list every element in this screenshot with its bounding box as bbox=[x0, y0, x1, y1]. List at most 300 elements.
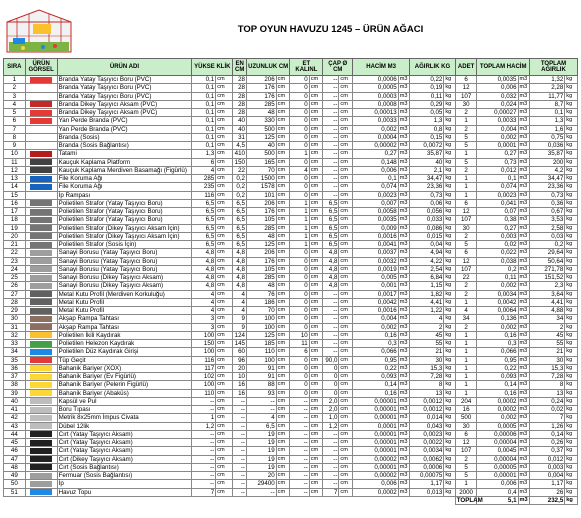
cell-hac: 0,00001 bbox=[353, 447, 399, 455]
unit-yuk: cm bbox=[216, 439, 233, 447]
cell-name: Metal Kutu Profil bbox=[57, 298, 192, 306]
unit-th: m3 bbox=[518, 472, 529, 480]
cell-adet: 1 bbox=[455, 356, 477, 364]
product-thumbnail bbox=[25, 274, 57, 282]
unit-ag: kg bbox=[444, 463, 455, 471]
unit-hac: m3 bbox=[398, 208, 409, 216]
cell-et: 0 bbox=[290, 76, 309, 84]
cell-yuk: -- bbox=[192, 397, 216, 405]
unit-ta: kg bbox=[565, 323, 578, 331]
cell-adet: 1 bbox=[455, 331, 477, 339]
cell-adet: 30 bbox=[455, 100, 477, 108]
cell-name: Kauçuk Kaplama Merdiven Basamağı (Figürlü) bbox=[57, 166, 192, 174]
unit-ta: kg bbox=[565, 274, 578, 282]
product-thumbnail bbox=[25, 166, 57, 174]
unit-ag: kg bbox=[444, 183, 455, 191]
cell-cap: -- bbox=[323, 142, 339, 150]
unit-ta: kg bbox=[565, 422, 578, 430]
table-row bbox=[4, 430, 578, 438]
cell-ta: 34 bbox=[529, 315, 564, 323]
product-thumbnail bbox=[25, 298, 57, 306]
unit-uz: cm bbox=[276, 439, 290, 447]
unit-th: m3 bbox=[518, 282, 529, 290]
cell-hac: 0,00001 bbox=[353, 439, 399, 447]
unit-ta: kg bbox=[565, 430, 578, 438]
unit-hac: m3 bbox=[398, 422, 409, 430]
cell-en: -- bbox=[233, 472, 247, 480]
cell-ta: 3,53 bbox=[529, 216, 564, 224]
product-image bbox=[30, 423, 52, 429]
cell-yuk: -- bbox=[192, 463, 216, 471]
cell-yuk: -- bbox=[192, 472, 216, 480]
cell-ta: 0,036 bbox=[529, 142, 564, 150]
product-thumbnail bbox=[25, 232, 57, 240]
cell-cap: -- bbox=[323, 340, 339, 348]
product-thumbnail bbox=[25, 290, 57, 298]
unit-th: m3 bbox=[518, 430, 529, 438]
cell-uz: 19 bbox=[247, 430, 277, 438]
cell-et: -- bbox=[290, 414, 309, 422]
cell-cap: -- bbox=[323, 480, 339, 488]
cell-name: Cırt (Sosis Bağlantısı) bbox=[57, 463, 192, 471]
cell-sira: 22 bbox=[4, 249, 26, 257]
cell-uz: 1500 bbox=[247, 175, 277, 183]
unit-cap: cm bbox=[339, 232, 353, 240]
table-row bbox=[4, 100, 578, 108]
unit-et: cm bbox=[309, 249, 323, 257]
product-image bbox=[30, 456, 52, 462]
unit-yuk: cm bbox=[216, 92, 233, 100]
cell-yuk: 110 bbox=[192, 389, 216, 397]
cell-sira: 27 bbox=[4, 290, 26, 298]
cell-name: Dübel 12lik bbox=[57, 422, 192, 430]
unit-uz: cm bbox=[276, 282, 290, 290]
unit-hac: m3 bbox=[398, 323, 409, 331]
unit-ta: kg bbox=[565, 150, 578, 158]
col-header-gorsel: ÜRÜN GÖRSEL bbox=[25, 59, 57, 76]
cell-name: Cırt (Yatay Taşıyıcı Aksam) bbox=[57, 447, 192, 455]
cell-et: -- bbox=[290, 472, 309, 480]
table-row bbox=[4, 282, 578, 290]
cell-en: -- bbox=[233, 397, 247, 405]
unit-ag: kg bbox=[444, 381, 455, 389]
cell-adet: 1 bbox=[455, 175, 477, 183]
cell-name: Polietilen Strafor (Yatay Taşıyıcı Boru) bbox=[57, 208, 192, 216]
cell-th: 0,0035 bbox=[477, 76, 518, 84]
cell-sira: 42 bbox=[4, 414, 26, 422]
unit-hac: m3 bbox=[398, 142, 409, 150]
cell-cap: -- bbox=[323, 307, 339, 315]
product-image bbox=[30, 448, 52, 454]
total-spacer bbox=[4, 496, 456, 504]
unit-ag: kg bbox=[444, 100, 455, 108]
cell-ta: 1,3 bbox=[529, 117, 564, 125]
cell-ag: 0,0012 bbox=[410, 406, 444, 414]
unit-th: m3 bbox=[518, 232, 529, 240]
cell-sira: 46 bbox=[4, 447, 26, 455]
cell-sira: 24 bbox=[4, 265, 26, 273]
cell-uz: 93 bbox=[247, 389, 277, 397]
product-image bbox=[30, 209, 52, 215]
unit-et: cm bbox=[309, 298, 323, 306]
unit-th: m3 bbox=[518, 166, 529, 174]
cell-ag: 0,06 bbox=[410, 199, 444, 207]
cell-uz: 91 bbox=[247, 373, 277, 381]
product-image bbox=[30, 291, 52, 297]
unit-et: cm bbox=[309, 348, 323, 356]
cell-th: 0,00006 bbox=[477, 430, 518, 438]
cell-ta: 0,02 bbox=[529, 406, 564, 414]
unit-th: m3 bbox=[518, 100, 529, 108]
unit-yuk: cm bbox=[216, 265, 233, 273]
product-thumbnail bbox=[25, 397, 57, 405]
cell-uz: 76 bbox=[247, 290, 277, 298]
cell-cap: 0 bbox=[323, 381, 339, 389]
product-image bbox=[30, 283, 52, 289]
cell-ta: 200 bbox=[529, 158, 564, 166]
cell-sira: 38 bbox=[4, 381, 26, 389]
cell-adet: 1 bbox=[455, 381, 477, 389]
unit-th: m3 bbox=[518, 125, 529, 133]
unit-uz: cm bbox=[276, 348, 290, 356]
cell-name: Sanayi Borusu (Dikey Taşıyıcı Aksam) bbox=[57, 274, 192, 282]
unit-yuk: cm bbox=[216, 315, 233, 323]
col-header-toplam-hacim: TOPLAM HACİM bbox=[477, 59, 529, 76]
cell-name: Polietilen Strafor (Yatay Taşıyıcı Boru) bbox=[57, 216, 192, 224]
cell-name: Bahanik Bariyer (Ev Figürlü) bbox=[57, 373, 192, 381]
unit-ag: kg bbox=[444, 488, 455, 496]
unit-ag: kg bbox=[444, 249, 455, 257]
unit-cap: cm bbox=[339, 422, 353, 430]
cell-ag: 30 bbox=[410, 356, 444, 364]
cell-ag: 6,84 bbox=[410, 274, 444, 282]
unit-et: cm bbox=[309, 480, 323, 488]
product-image bbox=[30, 308, 52, 314]
unit-ta: kg bbox=[565, 191, 578, 199]
unit-cap: cm bbox=[339, 183, 353, 191]
unit-et: cm bbox=[309, 422, 323, 430]
cell-et: -- bbox=[290, 488, 309, 496]
unit-cap: cm bbox=[339, 488, 353, 496]
cell-sira: 16 bbox=[4, 199, 26, 207]
cell-ag: 1,3 bbox=[410, 117, 444, 125]
cell-uz: 4 bbox=[247, 414, 277, 422]
cell-uz: 206 bbox=[247, 249, 277, 257]
cell-uz: 6,5 bbox=[247, 422, 277, 430]
cell-yuk: 4,8 bbox=[192, 257, 216, 265]
cell-adet: 1 bbox=[455, 480, 477, 488]
unit-uz: cm bbox=[276, 340, 290, 348]
unit-yuk: cm bbox=[216, 389, 233, 397]
table-row bbox=[4, 406, 578, 414]
cell-name: Metrik 8x25mm İmpus Civata bbox=[57, 414, 192, 422]
cell-name: Branda Yatay Taşıyıcı Boru (PVC) bbox=[57, 76, 192, 84]
cell-sira: 48 bbox=[4, 463, 26, 471]
cell-hac: 0,00001 bbox=[353, 430, 399, 438]
unit-th: m3 bbox=[518, 348, 529, 356]
table-row bbox=[4, 290, 578, 298]
unit-ag: kg bbox=[444, 307, 455, 315]
cell-ta: 0,37 bbox=[529, 447, 564, 455]
cell-hac: 0,007 bbox=[353, 199, 399, 207]
cell-ta: 35,87 bbox=[529, 150, 564, 158]
unit-cap: cm bbox=[339, 298, 353, 306]
cell-th: 0,022 bbox=[477, 249, 518, 257]
cell-th: 0,002 bbox=[477, 414, 518, 422]
unit-ag: kg bbox=[444, 117, 455, 125]
cell-en: -- bbox=[233, 488, 247, 496]
cell-ta: 0,012 bbox=[529, 455, 564, 463]
cell-ta: 0,03 bbox=[529, 232, 564, 240]
product-image bbox=[30, 184, 52, 190]
cell-en: -- bbox=[233, 406, 247, 414]
cell-hac: 0,16 bbox=[353, 331, 399, 339]
unit-th: m3 bbox=[518, 340, 529, 348]
product-thumbnail bbox=[25, 142, 57, 150]
cell-cap: 0 bbox=[323, 373, 339, 381]
table-row bbox=[4, 158, 578, 166]
cell-ag: 1,17 bbox=[410, 480, 444, 488]
cell-ta: 0,26 bbox=[529, 439, 564, 447]
unit-uz: cm bbox=[276, 298, 290, 306]
unit-hac: m3 bbox=[398, 92, 409, 100]
cell-sira: 43 bbox=[4, 422, 26, 430]
cell-sira: 6 bbox=[4, 117, 26, 125]
cell-hac: 0,0023 bbox=[353, 191, 399, 199]
product-image bbox=[30, 233, 52, 239]
cell-et: 0 bbox=[290, 282, 309, 290]
cell-ag: 0,0072 bbox=[410, 142, 444, 150]
cell-ta: 15,3 bbox=[529, 364, 564, 372]
product-image bbox=[30, 176, 52, 182]
unit-ag: kg bbox=[444, 274, 455, 282]
unit-uz: cm bbox=[276, 463, 290, 471]
cell-th: 0,041 bbox=[477, 199, 518, 207]
cell-hac: 0,002 bbox=[353, 323, 399, 331]
cell-hac: 0,00001 bbox=[353, 463, 399, 471]
cell-name: Branda Yatay Taşıyıcı Boru (PVC) bbox=[57, 84, 192, 92]
unit-th: m3 bbox=[518, 133, 529, 141]
cell-th: 0,012 bbox=[477, 166, 518, 174]
cell-sira: 15 bbox=[4, 191, 26, 199]
cell-cap: 7 bbox=[323, 488, 339, 496]
unit-et: cm bbox=[309, 472, 323, 480]
cell-et: 4 bbox=[290, 166, 309, 174]
unit-ag: kg bbox=[444, 208, 455, 216]
cell-adet: 2000 bbox=[455, 488, 477, 496]
cell-sira: 23 bbox=[4, 257, 26, 265]
unit-et: cm bbox=[309, 84, 323, 92]
unit-hac: m3 bbox=[398, 439, 409, 447]
cell-sira: 1 bbox=[4, 76, 26, 84]
cell-th: 0,0064 bbox=[477, 307, 518, 315]
unit-ta: kg bbox=[565, 463, 578, 471]
unit-uz: cm bbox=[276, 414, 290, 422]
unit-hac: m3 bbox=[398, 216, 409, 224]
unit-ag: kg bbox=[444, 472, 455, 480]
product-thumbnail bbox=[25, 315, 57, 323]
unit-yuk: cm bbox=[216, 84, 233, 92]
unit-hac: m3 bbox=[398, 414, 409, 422]
cell-name: Sanayi Borusu (Dikey Taşıyıcı Aksam) bbox=[57, 282, 192, 290]
cell-cap: 4,8 bbox=[323, 257, 339, 265]
cell-en: 0,2 bbox=[233, 175, 247, 183]
cell-ta: 13 bbox=[529, 389, 564, 397]
unit-hac: m3 bbox=[398, 389, 409, 397]
unit-yuk: cm bbox=[216, 290, 233, 298]
cell-et: 0 bbox=[290, 133, 309, 141]
cell-ta: 0,003 bbox=[529, 463, 564, 471]
product-image bbox=[30, 266, 52, 272]
unit-ta: kg bbox=[565, 142, 578, 150]
cell-name: Cırt (Dikey Taşıyıcı Aksam) bbox=[57, 455, 192, 463]
cell-name: Polietilen İkili Kaydırak bbox=[57, 331, 192, 339]
col-header-adet: ADET bbox=[455, 59, 477, 76]
cell-adet: 2 bbox=[455, 166, 477, 174]
cell-hac: 0,00001 bbox=[353, 406, 399, 414]
col-header-en: EN CM bbox=[233, 59, 247, 76]
cell-hac: 0,0019 bbox=[353, 265, 399, 273]
table-row bbox=[4, 397, 578, 405]
cell-yuk: 1 bbox=[192, 414, 216, 422]
cell-cap: 1,2 bbox=[323, 422, 339, 430]
unit-th: m3 bbox=[518, 447, 529, 455]
cell-yuk: 116 bbox=[192, 191, 216, 199]
cell-hac: 0,0017 bbox=[353, 290, 399, 298]
cell-cap: -- bbox=[323, 472, 339, 480]
unit-uz: cm bbox=[276, 92, 290, 100]
cell-yuk: 4 bbox=[192, 290, 216, 298]
cell-et: 1 bbox=[290, 216, 309, 224]
cell-ag: 35,87 bbox=[410, 150, 444, 158]
cell-name: Branda Yatay Taşıyıcı Boru (PVC) bbox=[57, 92, 192, 100]
unit-cap: cm bbox=[339, 430, 353, 438]
cell-ag: 4,22 bbox=[410, 257, 444, 265]
cell-name: Bahanik Bariyer (Abaküs) bbox=[57, 389, 192, 397]
unit-et: cm bbox=[309, 109, 323, 117]
cell-sira: 11 bbox=[4, 158, 26, 166]
total-hacim-unit: m3 bbox=[519, 496, 528, 503]
unit-th: m3 bbox=[518, 224, 529, 232]
table-row bbox=[4, 76, 578, 84]
cell-uz: -- bbox=[247, 397, 277, 405]
unit-ag: kg bbox=[444, 447, 455, 455]
cell-ag: 0,043 bbox=[410, 422, 444, 430]
unit-cap: cm bbox=[339, 191, 353, 199]
unit-uz: cm bbox=[276, 241, 290, 249]
cell-hac: 0,00001 bbox=[353, 414, 399, 422]
cell-ta: 151,52 bbox=[529, 274, 564, 282]
unit-cap: cm bbox=[339, 480, 353, 488]
cell-ta: 3,64 bbox=[529, 290, 564, 298]
unit-ta: kg bbox=[565, 447, 578, 455]
product-thumbnail bbox=[25, 175, 57, 183]
cell-ta: 23,36 bbox=[529, 183, 564, 191]
unit-ta: kg bbox=[565, 381, 578, 389]
cell-name: Boru Tıpası bbox=[57, 406, 192, 414]
cell-hac: 0,006 bbox=[353, 480, 399, 488]
cell-sira: 5 bbox=[4, 109, 26, 117]
cell-et: 0 bbox=[290, 175, 309, 183]
cell-en: 22 bbox=[233, 166, 247, 174]
cell-cap: 2,0 bbox=[323, 406, 339, 414]
product-image bbox=[30, 110, 52, 116]
product-image bbox=[30, 258, 52, 264]
unit-hac: m3 bbox=[398, 340, 409, 348]
product-thumbnail bbox=[25, 389, 57, 397]
col-header-toplam-agirlik: TOPLAM AĞIRLIK bbox=[529, 59, 577, 76]
unit-ta: kg bbox=[565, 175, 578, 183]
cell-th: 0,02 bbox=[477, 241, 518, 249]
cell-en: 124 bbox=[234, 331, 245, 339]
cell-hac: 0,0037 bbox=[353, 249, 399, 257]
unit-th: m3 bbox=[518, 183, 529, 191]
cell-en: 28 bbox=[233, 84, 247, 92]
cell-adet: 500 bbox=[455, 414, 477, 422]
table-row bbox=[4, 455, 578, 463]
cell-adet: 2 bbox=[455, 290, 477, 298]
unit-th: m3 bbox=[518, 439, 529, 447]
unit-th: m3 bbox=[518, 199, 529, 207]
unit-hac: m3 bbox=[398, 76, 409, 84]
unit-th: m3 bbox=[518, 208, 529, 216]
table-row bbox=[4, 224, 578, 232]
cell-yuk: 1,2 bbox=[192, 422, 216, 430]
unit-ag: kg bbox=[444, 422, 455, 430]
unit-ag: kg bbox=[444, 265, 455, 273]
unit-ta: kg bbox=[565, 331, 578, 339]
cell-en: 145 bbox=[234, 340, 245, 348]
cell-sira: 9 bbox=[4, 142, 26, 150]
product-thumbnail bbox=[25, 340, 57, 348]
cell-ag: 0,0062 bbox=[410, 455, 444, 463]
unit-ag: kg bbox=[444, 232, 455, 240]
unit-th: m3 bbox=[518, 406, 529, 414]
unit-yuk: cm bbox=[216, 150, 233, 158]
cell-yuk: 6,5 bbox=[192, 208, 216, 216]
cell-ag: 1,82 bbox=[410, 290, 444, 298]
cell-adet: 6 bbox=[455, 76, 477, 84]
cell-ag: 4,41 bbox=[410, 298, 444, 306]
cell-hac: 0,0016 bbox=[353, 307, 399, 315]
unit-hac: m3 bbox=[398, 133, 409, 141]
cell-th: 0,95 bbox=[477, 356, 518, 364]
cell-et: 0 bbox=[290, 142, 309, 150]
cell-name: Polietilen Helezon Kaydırak bbox=[57, 340, 192, 348]
cell-name: Sanayi Borusu (Yatay Taşıyıcı Boru) bbox=[57, 265, 192, 273]
cell-adet: 6 bbox=[455, 199, 477, 207]
unit-hac: m3 bbox=[398, 249, 409, 257]
cell-cap: -- bbox=[323, 166, 339, 174]
cell-en: 20 bbox=[233, 364, 247, 372]
unit-yuk: cm bbox=[216, 414, 233, 422]
cell-et: 0 bbox=[290, 100, 309, 108]
cell-ag: 0,73 bbox=[410, 191, 444, 199]
unit-uz: cm bbox=[276, 216, 290, 224]
unit-uz: cm bbox=[276, 480, 290, 488]
unit-et: cm bbox=[309, 183, 323, 191]
total-row bbox=[4, 496, 578, 504]
cell-et: 1 bbox=[290, 241, 309, 249]
unit-yuk: cm bbox=[216, 142, 233, 150]
cell-cap: 6,5 bbox=[323, 216, 339, 224]
unit-ag: kg bbox=[444, 125, 455, 133]
page-title: TOP OYUN HAVUZU 1245 – ÜRÜN AĞACI bbox=[237, 24, 424, 35]
product-image bbox=[30, 440, 52, 446]
unit-ag: kg bbox=[444, 323, 455, 331]
cell-yuk: 102 bbox=[192, 373, 216, 381]
cell-th: 0,16 bbox=[477, 331, 518, 339]
